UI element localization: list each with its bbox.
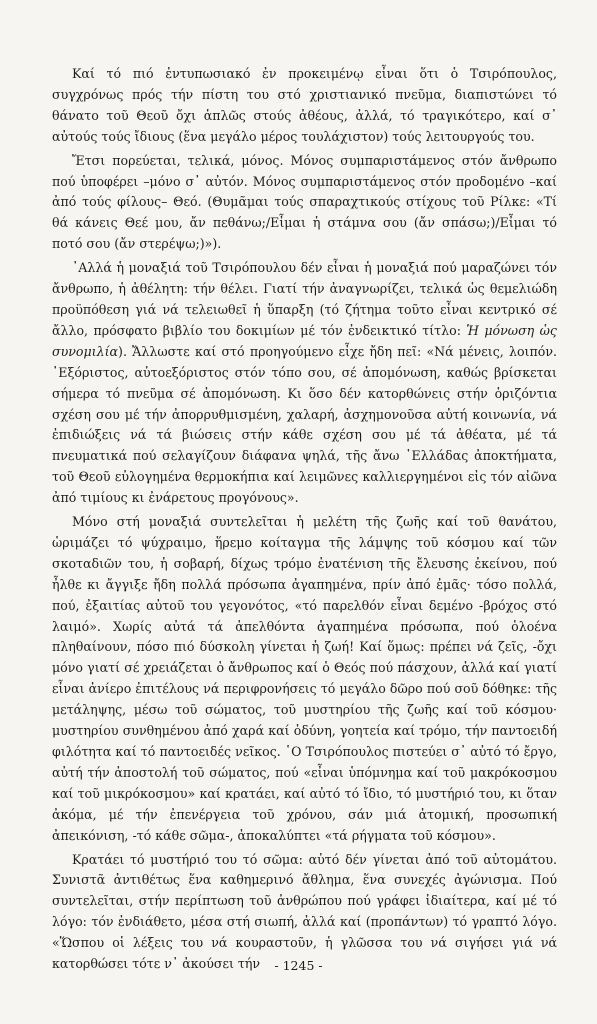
paragraph: Κρατάει τό μυστήριό του τό σῶμα: αὐτό δέν γίνεται ἀπό τοῦ αὐτομάτου. Συνιστᾶ ἀντιθέτως ἕνα καθημερινό ἄθλημα, ἕνα συνεχές ἀγώνισμα. Πού συντελεῖται, στήν περίπτωση τοῦ ἀνθρώπου πού γράφει ἰδιαίτερα, καί μέ τό λόγο: τόν ἐνδιάθετο, μέσα στή σιωπή, ἀλλά καί (προπάντων) τό γραπτό λόγο. «Ὥσπου οἱ λέξεις του νά κουραστοῦν, ἡ γλῶσσα του νά σιγήσει γιά νά κατορθώσει τότε ν᾽ ἀκούσει τήν	[52, 851, 557, 972]
paragraph: Καί τό πιό ἐντυπωσιακό ἐν προκειμένῳ εἶναι ὅτι ὁ Τσιρόπουλος, συγχρόνως πρός τήν πίστη του στό χριστιανικό πνεῦμα, διαπιστώνει τό θάνατο τοῦ Θεοῦ ὄχι ἁπλῶς στούς ἀθέους, ἀλλά, τό τραγικότερο, καί σ᾽ αὐτούς τούς ἴδιους (ἕνα μεγάλο μέρος τουλάχιστον) τούς λειτουργούς του.	[52, 66, 557, 144]
paragraph: ᾿Αλλά ἡ μοναξιά τοῦ Τσιρόπουλου δέν εἶναι ἡ μοναξιά πού μαραζώνει τόν ἄνθρωπο, ἡ ἀθέλητη: τήν θέλει. Γιατί τήν ἀναγνωρίζει, τελικά ὡς θεμελιώδη προϋπόθεση γιά νά τελειωθεῖ ἡ ὕπαρξη (τό ζήτημα τοῦτο εἶναι κεντρικό σέ ἄλλο, πρόσφατο βιβλίο του δοκιμίων μέ τόν ἐνδεικτικό τίτλο: Ἡ μόνωση ὡς συνομιλία). Ἄλλωστε καί στό προηγούμενο εἶχε ἤδη πεῖ: «Νά μένεις, λοιπόν. ᾿Εξόριστος, αὐτοεξόριστος στόν τόπο σου, σέ ἀπομόνωση, καθώς βρίσκεται σήμερα τό πνεῦμα σέ ἀπομόνωση. Κι ὅσο δέν κατορθώνεις στήν ὁριζόντια σχέση σου μέ τήν ἀπορρυθμισμένη, χαλαρή, ἀσχημονοῦσα αὐτή κοινωνία, νά ἐπιδιώξεις νά τά βιώσεις στήν κάθε σχέση σου μέ τά ἀθέατα, μέ τά πνευματικά πού σελαγίζουν διάφανα ψηλά, τῆς ἄνω ῾Ελλάδας ἀποκτήματα, τοῦ Θεοῦ εὐλογημένα θερμοκήπια καί λειμῶνες καλλιεργημένοι εἰς τόν αἰῶνα ἀπό τιμίους κι ἐνάρετους προγόνους».	[52, 260, 557, 506]
paragraph: Ἔτσι πορεύεται, τελικά, μόνος. Μόνος συμπαριστάμενος στόν ἄνθρωπο πού ὑποφέρει –μόνο σ᾽ αὐτόν. Μόνος συμπαριστάμενος στόν προδομένο –καί ἀπό τούς φίλους– Θεό. (Θυμᾶμαι τούς σπαραχτικούς στίχους τοῦ Ρίλκε: «Τί θά κάνεις Θεέ μου, ἄν πεθάνω;/Εἶμαι ἡ στάμνα σου (ἄν σπάσω;)/Εἶμαι τό ποτό σου (ἄν στερέψω;)»).	[52, 152, 557, 252]
paragraph: Μόνο στή μοναξιά συντελεῖται ἡ μελέτη τῆς ζωῆς καί τοῦ θανάτου, ὡριμάζει τό ψύχραιμο, ἥρεμο κοίταγμα τῆς λάμψης τοῦ κόσμου καί τῶν σκοταδιῶν του, ἡ σοβαρή, δίχως τρόμο ἐνατένιση τῆς ἔλευσης ἐκείνου, πού ἦλθε κι ἄγγιξε ἤδη πολλά πρόσωπα ἀγαπημένα, πρίν ἀπό ἐμᾶς· τόσο πολλά, πού, ἐξαιτίας αὐτοῦ του γεγονότος, «τό παρελθόν εἶναι δεμένο -βρόχος στό λαιμό». Χωρίς αὐτά τά ἀπελθόντα ἀγαπημένα πρόσωπα, πού ὁλοένα πληθαίνουν, πόσο πιό δύσκολη γίνεται ἡ ζωή! Καί ὅμως: πρέπει νά ζεῖς, -ὄχι μόνο γιατί σέ χρειάζεται ὁ ἄνθρωπος καί ὁ Θεός πού πάσχουν, ἀλλά καί γιατί εἶναι ἀνίερο ἐπιτέλους νά περιφρονήσεις τό μεγάλο δῶρο πού σοῦ δόθηκε: τῆς μετάληψης, μέσω τοῦ σώματος, τοῦ μυστηρίου τῆς ζωῆς καί τοῦ κόσμου· μυστηρίου συνθημένου ἀπό χαρά καί ὀδύνη, γοητεία καί τρόμο, τήν παντοειδή φιλότητα καί τό παντοειδές νεῖκος. ῾Ο Τσιρόπουλος πιστεύει σ᾽ αὐτό τό ἔργο, αὐτή τήν ἀποστολή τοῦ σώματος, πού «εἶναι ὑπόμνημα καί τοῦ μακρόκοσμου καί τοῦ μικρόκοσμου» καί κρατάει, καί αὐτό τό ἴδιο, τό μυστήριό του, κι ὅταν ἀκόμα, μέ τήν ἐπενέργεια τοῦ χρόνου, σάν μιά ἀτομική, προσωπική ἀπεικόνιση, -τό κάθε σῶμα-, ἀποκαλύπτει «τά ρήγματα τοῦ κόσμου».	[52, 514, 557, 843]
body-text	[52, 64, 557, 978]
book-title: Ἡ μόνωση ὡς συνομιλία	[52, 322, 557, 359]
page-number: - 1245 -	[274, 958, 323, 973]
